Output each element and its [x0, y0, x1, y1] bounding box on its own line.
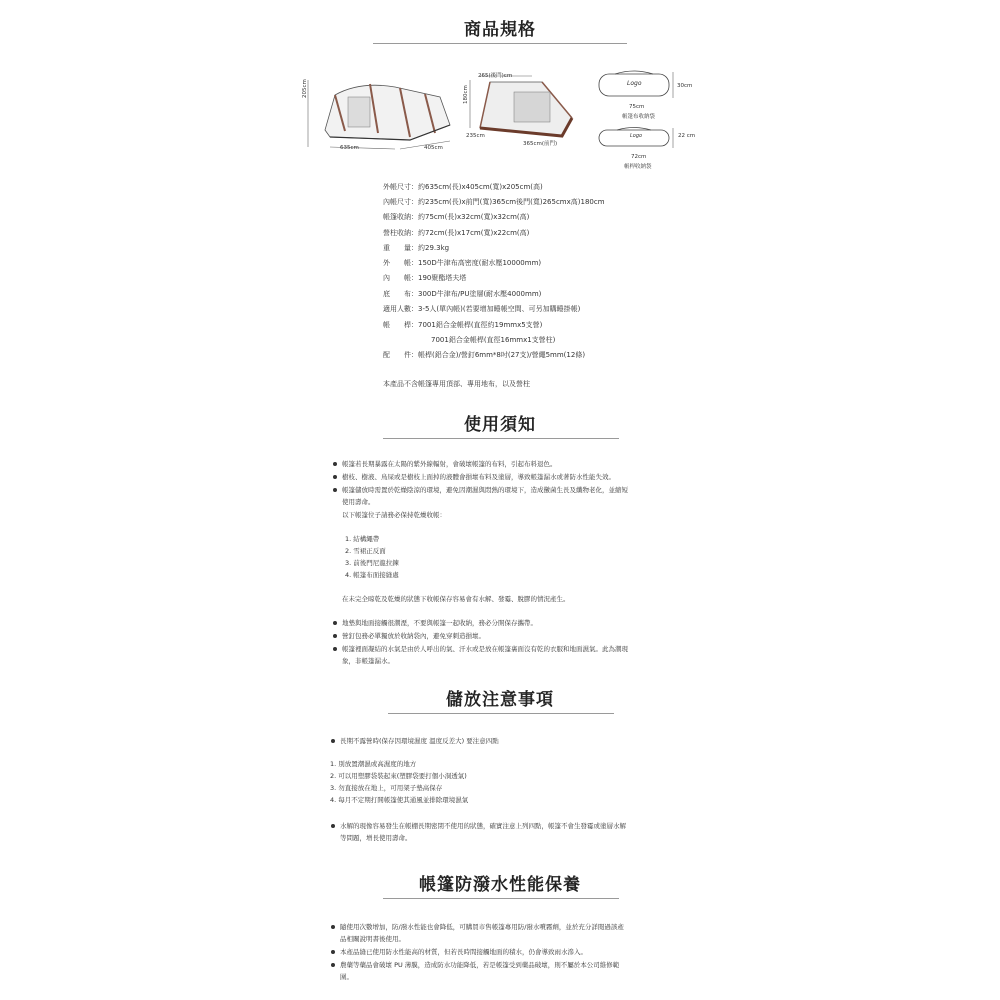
- waterproof-title: 帳篷防潑水性能保養: [419, 875, 581, 895]
- mold-note: 在未完全晾乾及乾燥的狀態下收帳保存容易會有水解、發霉、脫膠的情況產生。: [342, 595, 570, 603]
- spec-line: 內帳尺寸：約235cm(長)x前門(寬)365cm後門(寬)265cmx高)180cm: [383, 198, 605, 206]
- waterproof-bullet: 本產品縫已使用防水性能高的材質，但若長時間接觸地面的積水，仍會導致雨水滲入。: [340, 948, 587, 956]
- bullet-dot: [331, 925, 335, 929]
- spec-line: 營柱收納：約72cm(長)x17cm(寬)x22cm(高): [383, 229, 530, 237]
- dry-item: 3. 前後門尼龍拉鍊: [345, 559, 399, 567]
- bullet-dot: [333, 488, 337, 492]
- usage-bullet: 樹枝、樹液、鳥屎或是樹枝上面掉的液體會損壞布料及塗層，導致帳篷漏水或著防水性能失效。: [342, 473, 615, 481]
- spec-line: 外 帳：150D牛津布高密度(耐水壓10000mm): [383, 259, 542, 267]
- bullet-dot: [333, 634, 337, 638]
- bullet-dot: [331, 824, 335, 828]
- usage-title-rule: [383, 438, 619, 439]
- usage-bullet: 帳篷裡面凝結的水氣是由於人呼出的氣、汗水或是放在帳篷裏面沒有乾的衣服和地面濕氣。此為潮現 象，非帳篷漏水。: [342, 645, 628, 665]
- spec-line: 內 帳：190聚酯塔夫塔: [383, 274, 467, 282]
- usage-bullet: 帳篷儲放時需置於乾燥陰涼的環境，避免因潮濕與悶熱的環境下，造成黴菌生長及纖物老化，並縮短 使用壽命。: [342, 486, 628, 506]
- bullet-dot: [333, 462, 337, 466]
- inner-front-label: 365cm(前門): [523, 141, 558, 147]
- tent-side-diagram: [300, 75, 460, 155]
- spec-line: 適用人數：3-5人(單內帳)(若要增加睡帳空間、可另加購睡掛帳): [383, 305, 581, 313]
- spec-line: 外帳尺寸：約635cm(長)x405cm(寬)x205cm(高): [383, 183, 543, 191]
- usage-bullet: 帳篷若長期暴露在太陽的紫外線輻射，會破壞帳篷的布料，引起布料退色。: [342, 460, 557, 468]
- side-length-label: 635cm: [340, 145, 359, 151]
- spec-line: 帳 桿：7001鋁合金帳桿(直徑約19mmx5支營): [383, 321, 543, 329]
- pole-bag-logo-icon: Logo: [630, 133, 643, 139]
- spec-line: 7001鋁合金帳桿(直徑16mmx1支營柱): [431, 336, 556, 344]
- pole-bag-diagram: [595, 126, 680, 152]
- bag2-height-label: 22 cm: [678, 133, 696, 139]
- storage-title-rule: [388, 713, 614, 714]
- storage-intro: 長期不露營時(保存因環境濕度 溫度反差大) 要注意四點: [340, 737, 499, 745]
- spec-line: 底 布：300D牛津布/PU塗層(耐水壓4000mm): [383, 290, 542, 298]
- bullet-dot: [333, 475, 337, 479]
- dry-intro: 以下帳篷位子請務必保持乾燥收帳：: [342, 511, 446, 519]
- inner-left-label: 235cm: [466, 133, 485, 139]
- spec-line: 重 量：約29.3kg: [383, 244, 450, 252]
- bag1-height-label: 30cm: [677, 83, 693, 89]
- waterproof-bullet: 農藥等藥品會破壞 PU 薄膜，造成防水功能降低，若是帳篷受到藥品破壞，則不屬於本公司維修範 圍。: [340, 961, 620, 981]
- bag1-caption: 帳篷布收納袋: [622, 114, 656, 120]
- dry-item: 4. 帳篷布面接縫處: [345, 571, 399, 579]
- bullet-dot: [331, 739, 335, 743]
- storage-item: 3. 勿直接放在地上，可用架子墊高保存: [330, 784, 443, 792]
- side-width-label: 405cm: [424, 145, 443, 151]
- dry-item: 1. 結構繩帶: [345, 535, 380, 543]
- usage-bullet: 地墊與地面接觸很潮溼，不要與帳篷一起收納，務必分開保存攜帶。: [342, 619, 537, 627]
- usage-title: 使用須知: [464, 415, 536, 435]
- waterproof-bullet: 隨使用次數增加，防/潑水性能也會降低，可購買市售帳篷專用防/潑水噴霧劑，並於充分詳閱過該產 品相關說明書後使用。: [340, 923, 624, 943]
- inner-height-label: 180cm: [463, 85, 469, 104]
- bag2-length-label: 72cm: [631, 154, 647, 160]
- spec-title: 商品規格: [464, 20, 536, 40]
- bag2-caption: 帳桿收納袋: [624, 164, 652, 170]
- spec-line: 帳篷收納：約75cm(長)x32cm(寬)x32cm(高): [383, 213, 530, 221]
- storage-bullet: 水解的現像容易發生在帳棚長期密閉不使用的狀態，確實注意上列四點，帳篷不會生發霉或塗層水解 等問題，增長使用壽命。: [340, 822, 626, 842]
- inner-top-label: 265(後門)cm: [478, 73, 513, 79]
- storage-item: 1. 別放置潮濕或高濕度的地方: [330, 760, 417, 768]
- spec-title-rule: [373, 43, 627, 44]
- bag1-length-label: 75cm: [629, 104, 645, 110]
- spec-note: 本產品不含帳篷專用頂部、專用地布，以及營柱: [383, 380, 530, 388]
- usage-bullet: 營釘包務必單獨放於收納袋內，避免穿刺造損壞。: [342, 632, 485, 640]
- bullet-dot: [333, 621, 337, 625]
- waterproof-title-rule: [383, 898, 619, 899]
- storage-item: 2. 可以用塑膠袋裝起來(塑膠袋要打個小洞透氣): [330, 772, 467, 780]
- bullet-dot: [331, 950, 335, 954]
- bag-logo-icon: Logo: [627, 80, 642, 87]
- dry-item: 2. 雪裙正反面: [345, 547, 386, 555]
- bullet-dot: [331, 963, 335, 967]
- side-height-label: 205cm: [302, 79, 308, 98]
- storage-item: 4. 每月不定期打開帳篷使其通風並排除環境濕氣: [330, 796, 469, 804]
- bullet-dot: [333, 647, 337, 651]
- spec-line: 配 件：帳桿(鋁合金)/營釘6mm*8吋(27支)/營繩5mm(12條): [383, 351, 586, 359]
- storage-title: 儲放注意事項: [446, 690, 554, 710]
